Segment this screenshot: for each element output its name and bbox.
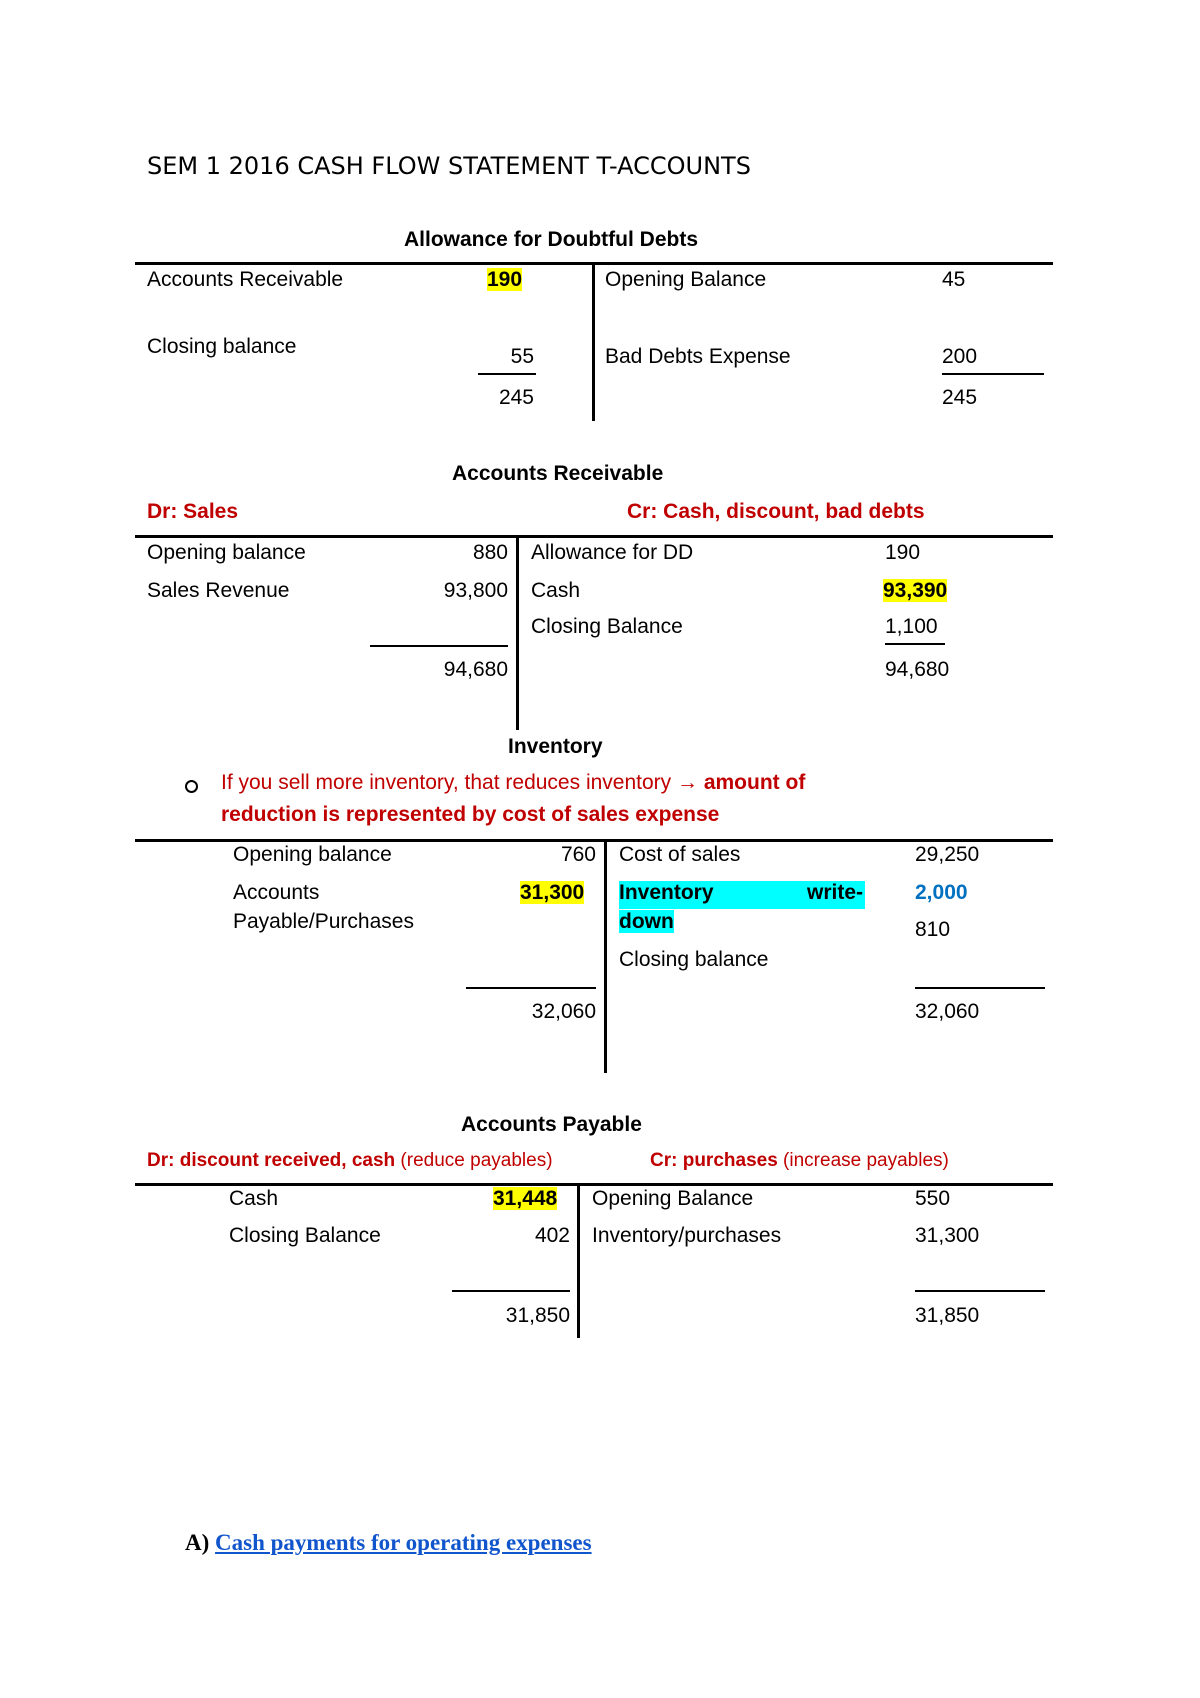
allowance-credit-subtotal-rule (942, 373, 1044, 375)
inventory-debit-label-2b: Payable/Purchases (233, 910, 414, 933)
inventory-debit-label-2a: Accounts (233, 881, 320, 904)
payables-credit-label-1: Opening Balance (592, 1187, 754, 1210)
payables-divider (577, 1185, 580, 1338)
inventory-credit-value-1: 29,250 (915, 843, 980, 866)
receivables-dr-note: Dr: Sales (147, 500, 239, 523)
inventory-credit-subtotal-rule (915, 987, 1045, 989)
receivables-debit-value-2: 93,800 (443, 579, 508, 602)
section-a-prefix: A) (185, 1530, 210, 1555)
inventory-credit-value-2: 2,000 (915, 881, 968, 904)
arrow-right-icon: → (677, 771, 698, 794)
receivables-cr-note: Cr: Cash, discount, bad debts (627, 500, 925, 523)
payables-debit-label-1: Cash (229, 1187, 279, 1210)
payables-credit-label-2: Inventory/purchases (592, 1224, 782, 1247)
payables-credit-value-1: 550 (915, 1187, 951, 1210)
inventory-credit-label-2a-end: write- (806, 881, 863, 904)
allowance-heading: Allowance for Doubtful Debts (404, 228, 698, 251)
allowance-credit-value-2: 200 (942, 345, 978, 368)
inventory-debit-value-1: 760 (560, 843, 596, 866)
allowance-debit-label-1: Accounts Receivable (147, 268, 344, 291)
receivables-credit-value-1: 190 (885, 541, 921, 564)
section-a-heading (185, 1530, 592, 1556)
receivables-credit-total: 94,680 (885, 658, 950, 681)
receivables-debit-label-1: Opening balance (147, 541, 306, 564)
allowance-debit-value-2: 55 (510, 345, 534, 368)
receivables-debit-subtotal-rule (370, 645, 508, 647)
allowance-debit-total: 245 (498, 386, 534, 409)
allowance-debit-label-2: Closing balance (147, 335, 297, 358)
inventory-note-line-2: reduction is represented by cost of sales expense (221, 803, 720, 826)
bullet-icon (185, 780, 198, 793)
inventory-credit-label-1: Cost of sales (619, 843, 741, 866)
payables-debit-subtotal-rule (452, 1290, 570, 1292)
receivables-credit-label-2: Cash (531, 579, 581, 602)
receivables-divider (516, 537, 519, 730)
allowance-credit-label-1: Opening Balance (605, 268, 767, 291)
inventory-credit-label-4: Closing balance (619, 948, 769, 971)
inventory-credit-value-3: 810 (915, 918, 951, 941)
allowance-debit-value-1: 190 (487, 268, 523, 291)
payables-debit-label-2: Closing Balance (229, 1224, 381, 1247)
receivables-credit-value-3: 1,100 (885, 615, 938, 638)
payables-credit-value-2: 31,300 (915, 1224, 980, 1247)
inventory-credit-label-2a: Inventory (619, 881, 714, 904)
receivables-credit-label-3: Closing Balance (531, 615, 683, 638)
inventory-note-line-1: If you sell more inventory, that reduces inventory → amount of (221, 771, 806, 794)
payables-debit-value-1: 31,448 (493, 1187, 558, 1210)
inventory-heading: Inventory (508, 735, 603, 758)
allowance-credit-total: 245 (942, 386, 978, 409)
inventory-top-rule (135, 839, 1053, 842)
payables-debit-total: 31,850 (505, 1304, 570, 1327)
receivables-credit-value-2: 93,390 (883, 579, 948, 602)
page-title: SEM 1 2016 CASH FLOW STATEMENT T-ACCOUNTS (147, 152, 751, 180)
payables-credit-total: 31,850 (915, 1304, 980, 1327)
receivables-debit-total: 94,680 (443, 658, 508, 681)
allowance-divider (592, 264, 595, 421)
inventory-debit-total: 32,060 (531, 1000, 596, 1023)
inventory-credit-label-2b: down (619, 910, 674, 933)
receivables-credit-label-1: Allowance for DD (531, 541, 694, 564)
payables-heading: Accounts Payable (461, 1113, 642, 1136)
receivables-debit-label-2: Sales Revenue (147, 579, 290, 602)
receivables-credit-subtotal-rule (885, 643, 945, 645)
receivables-debit-value-1: 880 (472, 541, 508, 564)
inventory-debit-value-2: 31,300 (520, 881, 585, 904)
inventory-divider (604, 841, 607, 1073)
payables-debit-value-2: 402 (534, 1224, 570, 1247)
inventory-writedown-highlight (619, 881, 865, 909)
allowance-credit-label-2: Bad Debts Expense (605, 345, 791, 368)
payables-credit-subtotal-rule (915, 1290, 1045, 1292)
payables-cr-note: Cr: purchases (increase payables) (650, 1150, 949, 1171)
allowance-debit-subtotal-rule (478, 373, 536, 375)
inventory-debit-subtotal-rule (466, 987, 596, 989)
section-a-link[interactable]: Cash payments for operating expenses (215, 1530, 592, 1555)
inventory-credit-total: 32,060 (915, 1000, 980, 1023)
inventory-debit-label-1: Opening balance (233, 843, 392, 866)
payables-dr-note: Dr: discount received, cash (reduce payables) (147, 1150, 553, 1171)
allowance-credit-value-1: 45 (942, 268, 966, 291)
receivables-top-rule (135, 535, 1053, 538)
payables-top-rule (135, 1183, 1053, 1186)
receivables-heading: Accounts Receivable (452, 462, 664, 485)
